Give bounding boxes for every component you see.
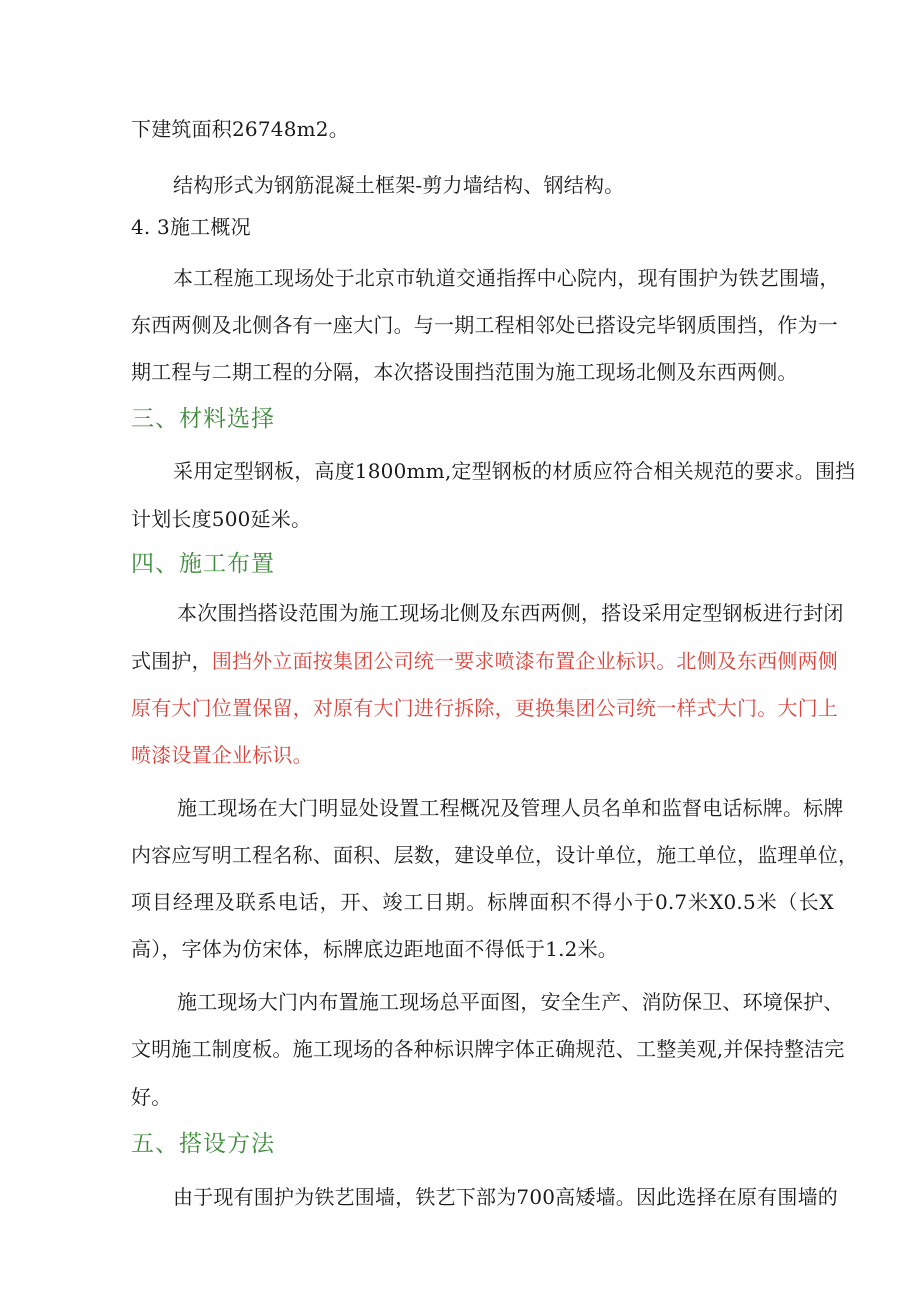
section-heading-materials: 三、材料选择 (131, 406, 275, 432)
section-heading-method: 五、搭设方法 (131, 1131, 275, 1157)
paragraph-layout-2-line-2: 内容应写明工程名称、面积、层数，建设单位，设计单位，施工单位，监理单位， (131, 843, 859, 867)
paragraph-layout-1-line-3: 原有大门位置保留，对原有大门进行拆除，更换集团公司统一样式大门。大门上 (131, 696, 838, 720)
paragraph-overview-line-1: 本工程施工现场处于北京市轨道交通指挥中心院内，现有围护为铁艺围墙， (173, 266, 840, 290)
paragraph-layout-3-line-2: 文明施工制度板。施工现场的各种标识牌字体正确规范、工整美观,并保持整洁完 (131, 1037, 845, 1061)
paragraph-layout-3-line-3: 好。 (131, 1085, 172, 1109)
paragraph-layout-1-line-2 (131, 648, 851, 674)
paragraph-overview-line-2: 东西两侧及北侧各有一座大门。与一期工程相邻处已搭设完毕钢质围挡，作为一 (131, 313, 838, 337)
paragraph-layout-1-line-4: 喷漆设置企业标识。 (131, 743, 313, 767)
subheading-4-3: 4. 3施工概况 (131, 215, 251, 239)
paragraph-layout-2-line-4: 高），字体为仿宋体，标牌底边距地面不得低于1.2米。 (131, 937, 619, 961)
paragraph-material-line-2: 计划长度500延米。 (131, 507, 312, 531)
paragraph-method-line-1: 由于现有围护为铁艺围墙，铁艺下部为700高矮墙。因此选择在原有围墙的 (173, 1185, 838, 1209)
paragraph-layout-2-line-3: 项目经理及联系电话，开、竣工日期。标牌面积不得小于0.7米X0.5米（长X (131, 890, 834, 914)
paragraph-layout-1-line-1: 本次围挡搭设范围为施工现场北侧及东西两侧，搭设采用定型钢板进行封闭 (177, 601, 844, 625)
paragraph-layout-2-line-1: 施工现场在大门明显处设置工程概况及管理人员名单和监督电话标牌。标牌 (177, 796, 844, 820)
layout-text-black: 式围护， (131, 649, 212, 673)
paragraph-material-line-1: 采用定型钢板，高度1800mm,定型钢板的材质应符合相关规范的要求。围挡 (173, 459, 856, 483)
paragraph-layout-3-line-1: 施工现场大门内布置施工现场总平面图，安全生产、消防保卫、环境保护、 (177, 990, 844, 1014)
paragraph-area-tail: 下建筑面积26748m2。 (131, 117, 349, 141)
paragraph-structure: 结构形式为钢筋混凝土框架-剪力墙结构、钢结构。 (173, 173, 625, 197)
layout-highlight-red-1: 围挡外立面按集团公司统一要求喷漆布置企业标识。北侧及东西侧两侧 (211, 649, 839, 673)
section-heading-layout: 四、施工布置 (131, 551, 275, 577)
paragraph-overview-line-3: 期工程与二期工程的分隔，本次搭设围挡范围为施工现场北侧及东西两侧。 (131, 360, 798, 384)
